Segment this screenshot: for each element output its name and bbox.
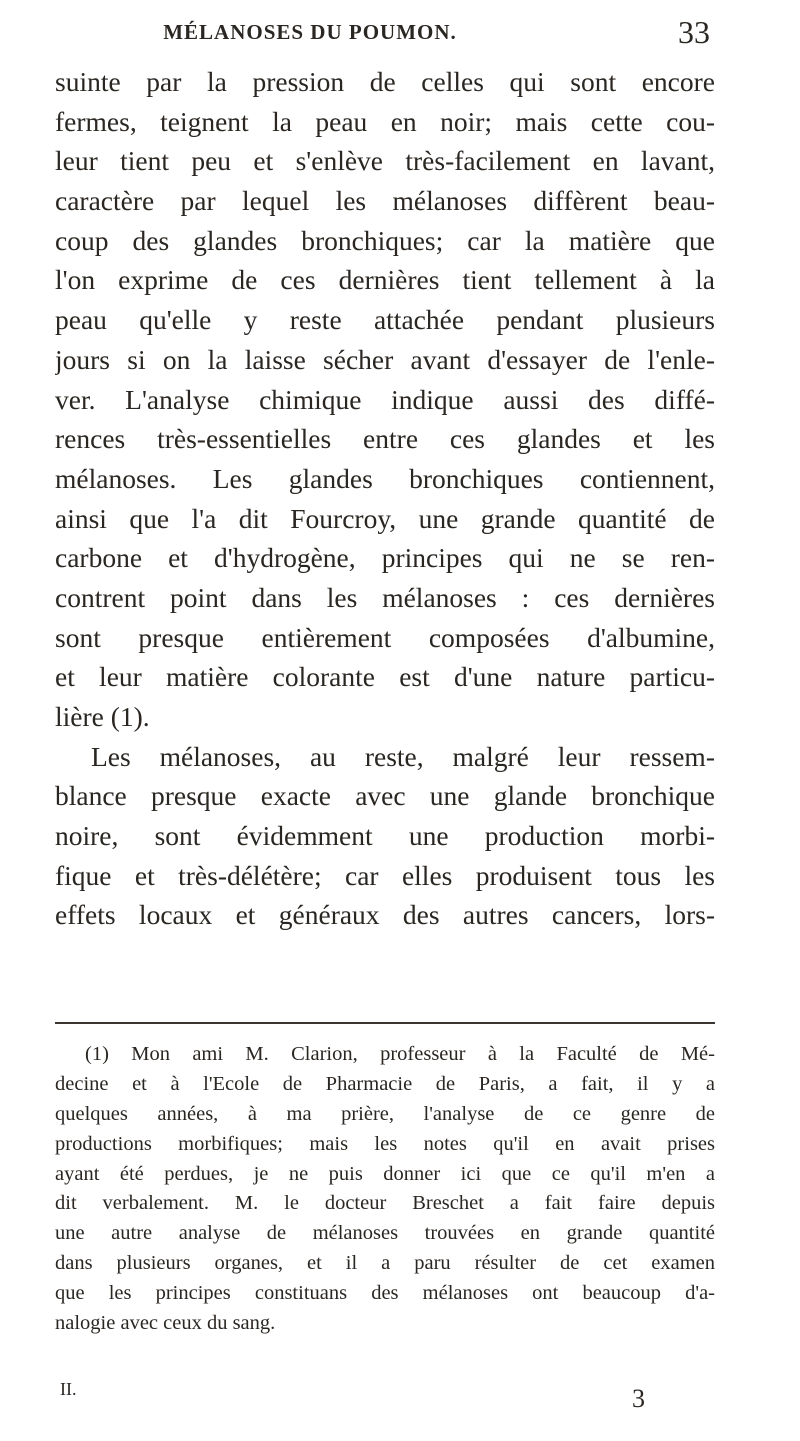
body-line: noire, sont évidemment une production morbi- [55,820,715,852]
footnote-line: productions morbifiques; mais les notes qu'il en avait prises [55,1132,715,1155]
body-line: ainsi que l'a dit Fourcroy, une grande quantité de [55,502,715,534]
page-number: 33 [678,14,710,50]
body-line: peau qu'elle y reste attachée pendant plusieurs [55,304,715,336]
footnote-line: dans plusieurs organes, et il a paru résulter de cet examen [55,1252,715,1275]
body-line: fique et très-délétère; car elles produisent tous les [55,859,715,891]
sheet-number: 3 [632,1384,645,1413]
body-line: mélanoses. Les glandes bronchiques contiennent, [55,462,715,494]
body-line: lière (1). [55,701,150,732]
footnote-line: (1) Mon ami M. Clarion, professeur à la Faculté de Mé- [85,1043,715,1065]
body-line: jours si on la laisse sécher avant d'essayer de l'enle- [55,343,715,375]
body-line: rences très-essentielles entre ces glandes et les [55,423,715,455]
body-line: sont presque entièrement composées d'albumine, [55,621,715,653]
body-line: ver. L'analyse chimique indique aussi des diffé- [55,383,715,415]
footnote-line: ayant été perdues, je ne puis donner ici que ce qu'il m'en a [55,1162,715,1185]
body-line: effets locaux et généraux des autres cancers, lors- [55,899,715,931]
footnote-divider [55,1022,715,1024]
body-line: leur tient peu et s'enlève très-facilement en lavant, [55,145,715,177]
footnote-line: dit verbalement. M. le docteur Breschet a fait faire depuis [55,1192,715,1215]
body-text [55,62,715,935]
body-line: contrent point dans les mélanoses : ces dernières [55,581,715,613]
body-line: suinte par la pression de celles qui sont encore [55,66,715,97]
body-line: caractère par lequel les mélanoses diffèrent beau- [55,185,715,217]
signature-mark: II. [60,1379,77,1399]
body-line: blance presque exacte avec une glande bronchique [55,780,715,812]
footnote [55,1040,715,1339]
footnote-line: une autre analyse de mélanoses trouvées en grande quantité [55,1222,715,1245]
footnote-line: quelques années, à ma prière, l'analyse de ce genre de [55,1102,715,1125]
body-line: Les mélanoses, au reste, malgré leur ressem- [91,740,715,772]
footnote-line: nalogie avec ceux du sang. [55,1312,276,1335]
body-line: fermes, teignent la peau en noir; mais cette cou- [55,105,715,137]
body-line: carbone et d'hydrogène, principes qui ne se ren- [55,542,715,574]
running-title: MÉLANOSES DU POUMON. [163,20,457,44]
body-line: coup des glandes bronchiques; car la matière que [55,224,715,256]
footnote-line: decine et à l'Ecole de Pharmacie de Paris, a fait, il y a [55,1072,715,1095]
body-line: l'on exprime de ces dernières tient tellement à la [55,264,715,296]
footnote-line: que les principes constituans des mélanoses ont beaucoup d'a- [55,1282,715,1305]
body-line: et leur matière colorante est d'une nature particu- [55,661,715,693]
